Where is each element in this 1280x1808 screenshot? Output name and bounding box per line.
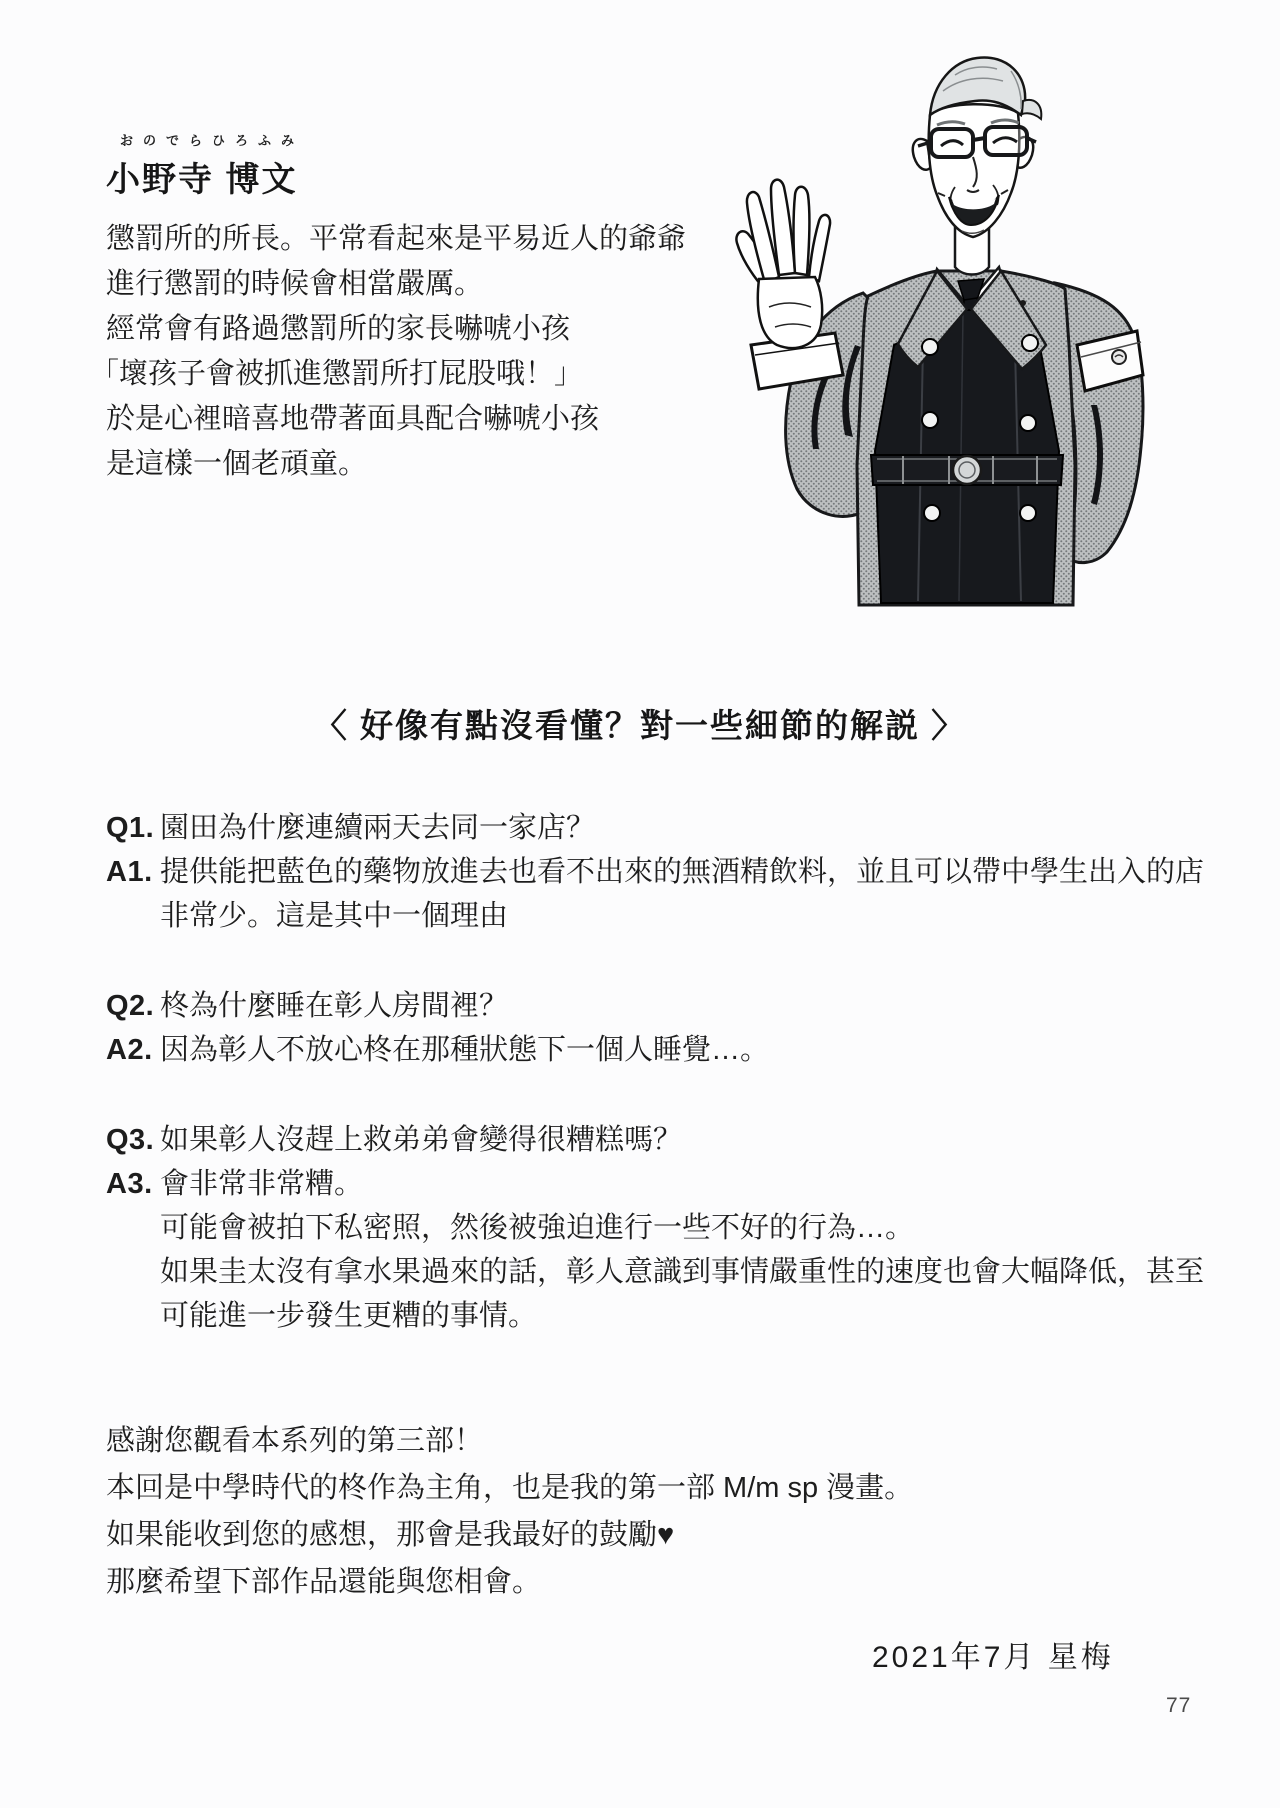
afterword-line: 本回是中學時代的柊作為主角，也是我的第一部 M/m sp 漫畫。 [106,1472,914,1504]
qa-section [106,806,1205,1384]
afterword [106,1418,1186,1606]
qa-question [106,1118,1186,1162]
qa-section-title: 〈 好像有點沒看懂？對一些細節的解説 〉 [313,707,967,744]
qa-answer [106,1162,1186,1206]
qa-answer-continuation [106,1250,1205,1294]
answer-text: 可能進一步發生更糟的事情。 [160,1300,538,1332]
afterword-line: 感謝您觀看本系列的第三部！ [106,1425,484,1457]
qa-item [106,806,1205,938]
question-label: Q1. [106,812,155,844]
answer-text: 提供能把藍色的藥物放進去也看不出來的無酒精飲料，並且可以帶中學生出入的店 [160,856,1205,888]
uniform-belt [871,455,1063,485]
character-illustration [705,45,1150,620]
answer-label: A3. [106,1168,153,1200]
qa-answer-continuation [106,1206,1186,1250]
answer-text: 如果圭太沒有拿水果過來的話，彰人意識到事情嚴重性的速度也會大幅降低，甚至 [160,1256,1205,1288]
answer-label: A2. [106,1034,153,1066]
question-text: 如果彰人沒趕上救弟弟會變得很糟糕嗎？ [160,1124,683,1156]
character-profile [90,130,726,487]
answer-text: 因為彰人不放心柊在那種狀態下一個人睡覺…。 [160,1034,770,1066]
qa-answer-continuation [106,894,1186,938]
qa-item [106,984,1186,1072]
qa-answer [106,850,1205,894]
afterword-line: 那麼希望下部作品還能與您相會。 [106,1566,542,1598]
character-name-furigana: おのでらひろふみ [120,133,305,148]
qa-answer-continuation [106,1294,1186,1338]
qa-item [106,1118,1205,1338]
character-bio [90,217,726,487]
bio-line: 進行懲罰的時候會相當嚴厲。 [106,268,484,300]
signature-date: 2021年7月 星梅 [872,1641,1114,1674]
waving-hand [736,180,843,389]
answer-text: 非常少。這是其中一個理由 [160,900,509,932]
question-text: 園田為什麼連續兩天去同一家店？ [160,812,596,844]
afterword-line: 如果能收到您的感想，那會是我最好的鼓勵♥ [106,1519,675,1551]
qa-question [106,806,1186,850]
character-name: 小野寺 博文 [106,161,298,199]
question-text: 柊為什麼睡在彰人房間裡？ [160,990,509,1022]
bio-line: 於是心裡暗喜地帶著面具配合嚇唬小孩 [106,403,600,435]
question-label: Q2. [106,990,155,1022]
answer-text: 會非常非常糟。 [160,1168,364,1200]
question-label: Q3. [106,1124,155,1156]
answer-text: 可能會被拍下私密照，然後被強迫進行一些不好的行為…。 [160,1212,915,1244]
qa-answer [106,1028,1186,1072]
qa-question [106,984,1186,1028]
bio-line: 「壞孩子會被抓進懲罰所打屁股哦！」 [90,358,584,390]
bio-line: 是這樣一個老頑童。 [106,448,368,480]
head [913,58,1041,237]
bio-line: 懲罰所的所長。平常看起來是平易近人的爺爺 [106,223,687,255]
bio-line: 經常會有路過懲罰所的家長嚇唬小孩 [106,313,571,345]
page-number: 77 [1166,1694,1192,1717]
answer-label: A1. [106,856,153,888]
